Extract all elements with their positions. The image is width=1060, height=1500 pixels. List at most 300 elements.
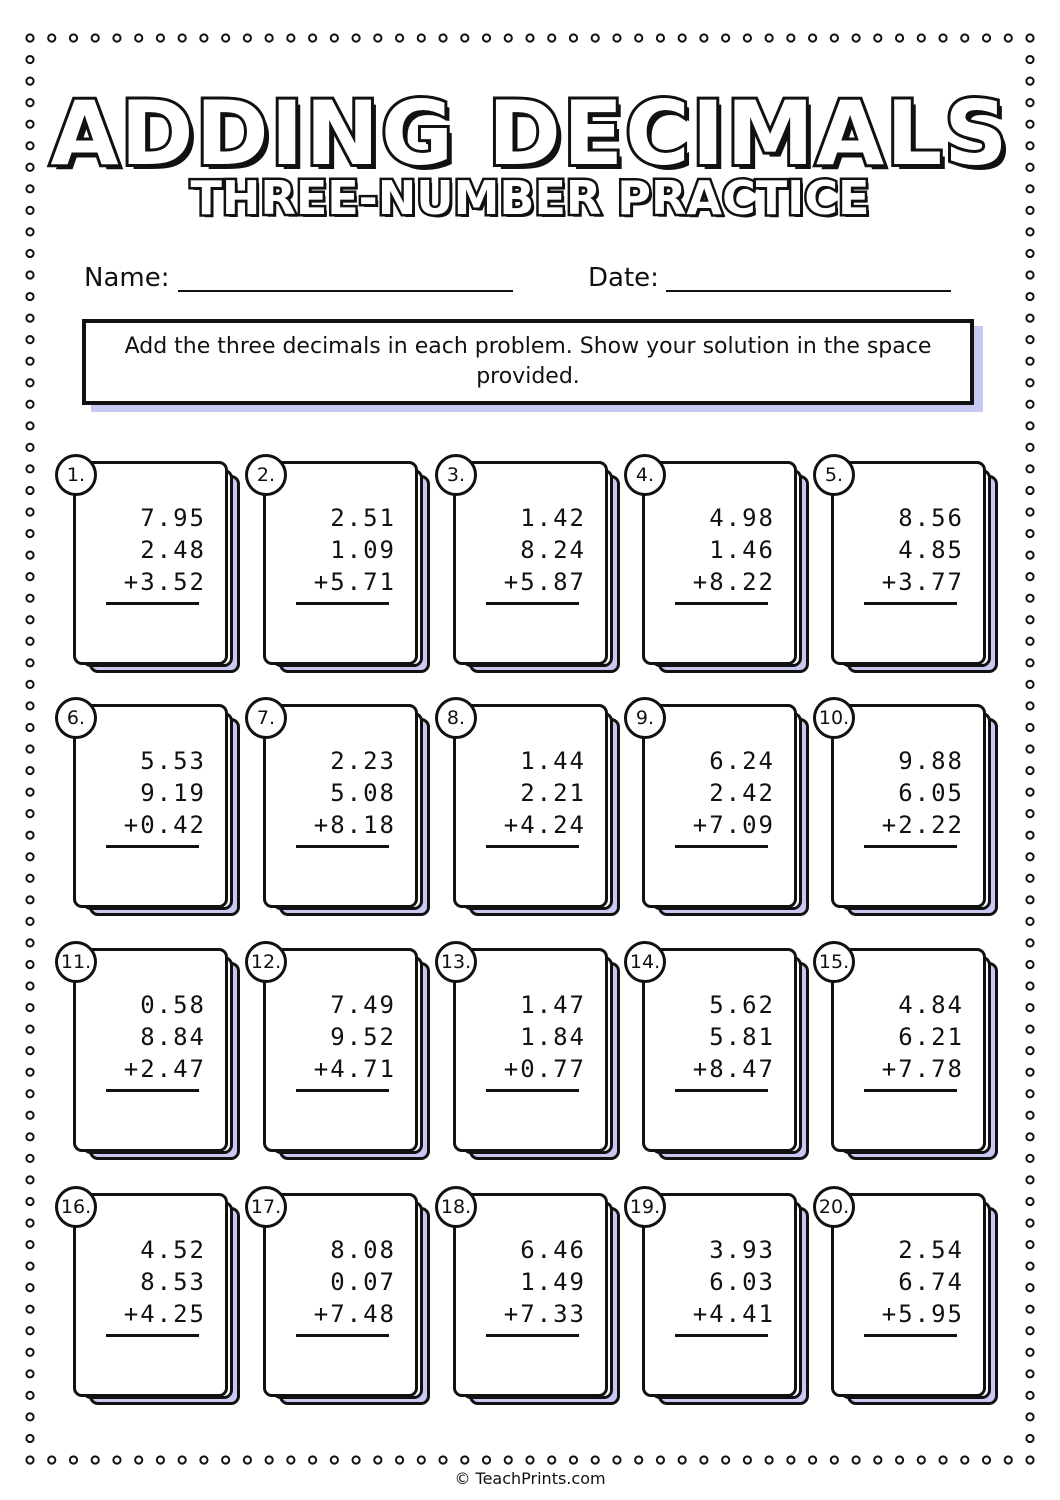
problem-number: 18. bbox=[435, 1186, 477, 1228]
card-face[interactable] bbox=[642, 704, 797, 908]
border-dot bbox=[896, 34, 903, 41]
border-dot bbox=[1026, 1219, 1033, 1226]
border-dot bbox=[26, 810, 33, 817]
border-dot bbox=[1026, 681, 1033, 688]
problem-card bbox=[635, 704, 810, 917]
sum-line bbox=[296, 845, 389, 848]
addend-3: +8.18 bbox=[313, 811, 396, 839]
border-dot bbox=[744, 34, 751, 41]
border-dot bbox=[831, 1456, 838, 1463]
problem-number: 8. bbox=[435, 697, 477, 739]
border-dot bbox=[48, 1456, 55, 1463]
border-dot bbox=[1026, 271, 1033, 278]
border-dot bbox=[26, 1241, 33, 1248]
card-face[interactable] bbox=[73, 704, 228, 908]
border-dot bbox=[26, 1435, 33, 1442]
problem-card bbox=[629, 948, 810, 1161]
border-dot bbox=[570, 1456, 577, 1463]
addend-2: 1.09 bbox=[330, 536, 396, 564]
addend-3: +0.77 bbox=[503, 1055, 586, 1083]
border-dot bbox=[1026, 1327, 1033, 1334]
border-dot bbox=[439, 1456, 446, 1463]
border-dot bbox=[135, 34, 142, 41]
border-dot bbox=[1026, 487, 1033, 494]
border-dot bbox=[418, 1456, 425, 1463]
border-dot bbox=[1026, 595, 1033, 602]
card-face[interactable] bbox=[453, 704, 608, 908]
addends bbox=[474, 989, 586, 1085]
addend-2: 9.52 bbox=[330, 1023, 396, 1051]
addend-1: 2.51 bbox=[330, 504, 396, 532]
card-face[interactable] bbox=[453, 1193, 608, 1397]
addend-3: +8.22 bbox=[692, 568, 775, 596]
border-dot bbox=[1026, 810, 1033, 817]
name-label: Name: bbox=[84, 263, 170, 293]
addends bbox=[94, 745, 206, 841]
border-dot bbox=[1026, 1262, 1033, 1269]
addends bbox=[663, 502, 775, 598]
border-dot bbox=[70, 1456, 77, 1463]
problem-card bbox=[250, 1193, 431, 1406]
border-dot bbox=[26, 1413, 33, 1420]
border-dot bbox=[592, 1456, 599, 1463]
sum-line bbox=[675, 1334, 768, 1337]
border-dot bbox=[461, 1456, 468, 1463]
border-dot bbox=[26, 1284, 33, 1291]
border-dot bbox=[461, 34, 468, 41]
border-dot bbox=[26, 745, 33, 752]
border-dot bbox=[505, 34, 512, 41]
border-dot bbox=[852, 1456, 859, 1463]
border-dot bbox=[983, 1456, 990, 1463]
sum-line bbox=[675, 602, 768, 605]
problem-number: 10. bbox=[813, 697, 855, 739]
addend-2: 1.84 bbox=[520, 1023, 586, 1051]
border-dot bbox=[244, 34, 251, 41]
border-dot bbox=[26, 56, 33, 63]
addend-3: +4.71 bbox=[313, 1055, 396, 1083]
sum-line bbox=[486, 1089, 579, 1092]
border-dot bbox=[26, 616, 33, 623]
addend-3: +7.09 bbox=[692, 811, 775, 839]
border-dot bbox=[396, 34, 403, 41]
border-dot bbox=[1026, 1069, 1033, 1076]
border-dot bbox=[1026, 1047, 1033, 1054]
border-dot bbox=[1026, 34, 1033, 41]
problem-card bbox=[256, 704, 431, 917]
card-face[interactable] bbox=[73, 1193, 228, 1397]
border-dot bbox=[570, 34, 577, 41]
border-dot bbox=[113, 34, 120, 41]
border-dot bbox=[939, 1456, 946, 1463]
border-dot bbox=[266, 34, 273, 41]
border-dot bbox=[1026, 1025, 1033, 1032]
addend-1: 7.95 bbox=[140, 504, 206, 532]
addend-3: +7.78 bbox=[881, 1055, 964, 1083]
border-dot bbox=[26, 724, 33, 731]
sum-line bbox=[296, 1089, 389, 1092]
border-dot bbox=[918, 34, 925, 41]
problem-card bbox=[635, 461, 810, 674]
border-dot bbox=[896, 1456, 903, 1463]
addend-3: +2.47 bbox=[123, 1055, 206, 1083]
border-dot bbox=[331, 1456, 338, 1463]
problem-card bbox=[629, 1193, 810, 1406]
addend-1: 1.42 bbox=[520, 504, 586, 532]
border-dot bbox=[1026, 444, 1033, 451]
border-dot bbox=[26, 271, 33, 278]
addend-3: +5.71 bbox=[313, 568, 396, 596]
border-dot bbox=[26, 1349, 33, 1356]
border-dot bbox=[505, 1456, 512, 1463]
border-dot bbox=[635, 1456, 642, 1463]
border-dot bbox=[26, 939, 33, 946]
border-dot bbox=[26, 1456, 33, 1463]
addend-1: 4.98 bbox=[709, 504, 775, 532]
problem-card bbox=[250, 948, 431, 1161]
border-dot bbox=[287, 34, 294, 41]
problem-number: 16. bbox=[55, 1186, 97, 1228]
addend-1: 1.47 bbox=[520, 991, 586, 1019]
border-dot bbox=[26, 530, 33, 537]
problem-card bbox=[446, 704, 621, 917]
border-dot bbox=[70, 34, 77, 41]
border-dot bbox=[700, 1456, 707, 1463]
border-dot bbox=[679, 1456, 686, 1463]
addends bbox=[852, 745, 964, 841]
sum-line bbox=[106, 845, 199, 848]
border-dot bbox=[787, 1456, 794, 1463]
page-subtitle: THREE-NUMBER PRACTICE bbox=[190, 171, 870, 225]
border-dot bbox=[1026, 250, 1033, 257]
sum-line bbox=[106, 1334, 199, 1337]
addend-2: 1.46 bbox=[709, 536, 775, 564]
border-dot bbox=[548, 34, 555, 41]
problem-card bbox=[66, 461, 241, 674]
addend-3: +7.33 bbox=[503, 1300, 586, 1328]
border-dot bbox=[26, 1112, 33, 1119]
border-dot bbox=[26, 1047, 33, 1054]
border-dot bbox=[1026, 638, 1033, 645]
addend-1: 4.84 bbox=[898, 991, 964, 1019]
addends bbox=[663, 1234, 775, 1330]
addends bbox=[94, 989, 206, 1085]
addend-1: 8.08 bbox=[330, 1236, 396, 1264]
footer-copyright: © TeachPrints.com bbox=[454, 1469, 606, 1488]
border-dot bbox=[722, 1456, 729, 1463]
border-dot bbox=[26, 34, 33, 41]
border-dot bbox=[26, 961, 33, 968]
border-dot bbox=[26, 1004, 33, 1011]
border-dot bbox=[613, 1456, 620, 1463]
border-dot bbox=[26, 788, 33, 795]
card-face[interactable] bbox=[642, 461, 797, 665]
problem-number: 15. bbox=[813, 941, 855, 983]
border-dot bbox=[26, 1155, 33, 1162]
border-dot bbox=[418, 34, 425, 41]
border-dot bbox=[135, 1456, 142, 1463]
sum-line bbox=[864, 602, 957, 605]
border-dot bbox=[92, 34, 99, 41]
border-dot bbox=[1026, 573, 1033, 580]
sum-line bbox=[106, 1089, 199, 1092]
border-dot bbox=[266, 1456, 273, 1463]
border-dot bbox=[1026, 1370, 1033, 1377]
border-dot bbox=[809, 34, 816, 41]
addend-3: +7.48 bbox=[313, 1300, 396, 1328]
addend-2: 6.74 bbox=[898, 1268, 964, 1296]
card-face[interactable] bbox=[642, 1193, 797, 1397]
border-dot bbox=[200, 34, 207, 41]
card-face[interactable] bbox=[831, 461, 986, 665]
border-dot bbox=[26, 551, 33, 558]
addend-2: 8.84 bbox=[140, 1023, 206, 1051]
addend-1: 1.44 bbox=[520, 747, 586, 775]
border-dot bbox=[483, 1456, 490, 1463]
border-dot bbox=[26, 508, 33, 515]
card-face[interactable] bbox=[73, 461, 228, 665]
border-dot bbox=[244, 1456, 251, 1463]
border-dot bbox=[26, 487, 33, 494]
border-dot bbox=[26, 379, 33, 386]
card-face[interactable] bbox=[642, 948, 797, 1152]
border-dot bbox=[352, 34, 359, 41]
border-dot bbox=[26, 358, 33, 365]
addend-2: 9.19 bbox=[140, 779, 206, 807]
border-dot bbox=[331, 34, 338, 41]
name-field[interactable] bbox=[178, 290, 513, 292]
border-dot bbox=[157, 34, 164, 41]
border-dot bbox=[1026, 1306, 1033, 1313]
sum-line bbox=[486, 845, 579, 848]
addend-3: +5.87 bbox=[503, 568, 586, 596]
border-dot bbox=[700, 34, 707, 41]
border-dot bbox=[1026, 875, 1033, 882]
border-dot bbox=[1005, 1456, 1012, 1463]
problem-number: 11. bbox=[55, 941, 97, 983]
addend-2: 2.21 bbox=[520, 779, 586, 807]
addend-1: 7.49 bbox=[330, 991, 396, 1019]
card-face[interactable] bbox=[831, 1193, 986, 1397]
problem-number: 2. bbox=[245, 454, 287, 496]
addends bbox=[852, 502, 964, 598]
addend-1: 2.54 bbox=[898, 1236, 964, 1264]
border-dot bbox=[1005, 34, 1012, 41]
addend-2: 5.81 bbox=[709, 1023, 775, 1051]
border-dot bbox=[1026, 1198, 1033, 1205]
border-dot bbox=[766, 1456, 773, 1463]
border-dot bbox=[483, 34, 490, 41]
border-dot bbox=[26, 444, 33, 451]
addend-3: +3.52 bbox=[123, 568, 206, 596]
border-dot bbox=[809, 1456, 816, 1463]
border-dot bbox=[26, 767, 33, 774]
border-dot bbox=[961, 1456, 968, 1463]
border-dot bbox=[1026, 1456, 1033, 1463]
addend-2: 4.85 bbox=[898, 536, 964, 564]
border-dot bbox=[26, 918, 33, 925]
border-dot bbox=[439, 34, 446, 41]
border-dot bbox=[26, 702, 33, 709]
card-face[interactable] bbox=[831, 948, 986, 1152]
addend-2: 0.07 bbox=[330, 1268, 396, 1296]
border-dot bbox=[1026, 228, 1033, 235]
border-dot bbox=[374, 34, 381, 41]
sum-line bbox=[864, 1334, 957, 1337]
border-dot bbox=[983, 34, 990, 41]
border-dot bbox=[1026, 659, 1033, 666]
border-dot bbox=[1026, 422, 1033, 429]
border-dot bbox=[1026, 508, 1033, 515]
addends bbox=[663, 745, 775, 841]
addend-3: +2.22 bbox=[881, 811, 964, 839]
addend-3: +4.24 bbox=[503, 811, 586, 839]
addends bbox=[474, 502, 586, 598]
problem-number: 19. bbox=[624, 1186, 666, 1228]
border-dot bbox=[1026, 702, 1033, 709]
border-dot bbox=[831, 34, 838, 41]
border-dot bbox=[918, 1456, 925, 1463]
border-dot bbox=[1026, 530, 1033, 537]
border-dot bbox=[26, 573, 33, 580]
addends bbox=[94, 502, 206, 598]
border-dot bbox=[1026, 465, 1033, 472]
border-dot bbox=[722, 34, 729, 41]
border-dot bbox=[939, 34, 946, 41]
border-dot bbox=[26, 853, 33, 860]
border-dot bbox=[309, 34, 316, 41]
border-dot bbox=[26, 1392, 33, 1399]
problem-card bbox=[818, 948, 999, 1161]
card-face[interactable] bbox=[73, 948, 228, 1152]
problem-number: 14. bbox=[624, 941, 666, 983]
problem-number: 4. bbox=[624, 454, 666, 496]
addends bbox=[852, 1234, 964, 1330]
border-dot bbox=[1026, 896, 1033, 903]
date-field[interactable] bbox=[666, 290, 951, 292]
border-dot bbox=[26, 1219, 33, 1226]
border-dot bbox=[1026, 918, 1033, 925]
problem-card bbox=[446, 461, 621, 674]
problem-card bbox=[824, 461, 999, 674]
border-dot bbox=[287, 1456, 294, 1463]
border-dot bbox=[852, 34, 859, 41]
border-dot bbox=[26, 314, 33, 321]
border-dot bbox=[26, 228, 33, 235]
border-dot bbox=[26, 659, 33, 666]
problem-card bbox=[440, 948, 621, 1161]
problem-number: 20. bbox=[813, 1186, 855, 1228]
border-dot bbox=[657, 1456, 664, 1463]
problem-card bbox=[818, 1193, 999, 1406]
card-face[interactable] bbox=[263, 704, 418, 908]
border-dot bbox=[26, 422, 33, 429]
addend-1: 2.23 bbox=[330, 747, 396, 775]
border-dot bbox=[222, 34, 229, 41]
border-dot bbox=[961, 34, 968, 41]
addends bbox=[284, 745, 396, 841]
border-dot bbox=[26, 638, 33, 645]
addends bbox=[474, 1234, 586, 1330]
addend-2: 8.53 bbox=[140, 1268, 206, 1296]
problem-number: 9. bbox=[624, 697, 666, 739]
border-dot bbox=[26, 1306, 33, 1313]
sum-line bbox=[296, 602, 389, 605]
addend-2: 5.08 bbox=[330, 779, 396, 807]
border-dot bbox=[1026, 853, 1033, 860]
problem-number: 7. bbox=[245, 697, 287, 739]
addend-1: 3.93 bbox=[709, 1236, 775, 1264]
border-dot bbox=[26, 293, 33, 300]
border-dot bbox=[374, 1456, 381, 1463]
border-dot bbox=[744, 1456, 751, 1463]
border-dot bbox=[26, 896, 33, 903]
border-dot bbox=[766, 34, 773, 41]
page-title: ADDING DECIMALS bbox=[50, 82, 1010, 185]
addends bbox=[474, 745, 586, 841]
border-dot bbox=[26, 1025, 33, 1032]
border-dot bbox=[1026, 724, 1033, 731]
problem-card bbox=[440, 1193, 621, 1406]
sum-line bbox=[296, 1334, 389, 1337]
border-dot bbox=[26, 1327, 33, 1334]
border-dot bbox=[1026, 336, 1033, 343]
sum-line bbox=[486, 1334, 579, 1337]
border-dot bbox=[1026, 788, 1033, 795]
addend-3: +8.47 bbox=[692, 1055, 775, 1083]
problem-number: 3. bbox=[435, 454, 477, 496]
card-face[interactable] bbox=[831, 704, 986, 908]
border-dot bbox=[26, 1198, 33, 1205]
addend-3: +3.77 bbox=[881, 568, 964, 596]
card-face[interactable] bbox=[453, 948, 608, 1152]
card-face[interactable] bbox=[453, 461, 608, 665]
sum-line bbox=[864, 845, 957, 848]
border-dot bbox=[635, 34, 642, 41]
addends bbox=[284, 1234, 396, 1330]
border-dot bbox=[396, 1456, 403, 1463]
border-dot bbox=[1026, 1112, 1033, 1119]
addend-1: 9.88 bbox=[898, 747, 964, 775]
border-dot bbox=[592, 34, 599, 41]
border-dot bbox=[352, 1456, 359, 1463]
problem-card bbox=[60, 1193, 241, 1406]
border-dot bbox=[679, 34, 686, 41]
addend-2: 2.42 bbox=[709, 779, 775, 807]
border-dot bbox=[1026, 1241, 1033, 1248]
border-dot bbox=[1026, 314, 1033, 321]
border-dot bbox=[1026, 939, 1033, 946]
border-dot bbox=[26, 336, 33, 343]
border-dot bbox=[1026, 401, 1033, 408]
border-dot bbox=[26, 465, 33, 472]
border-dot bbox=[613, 34, 620, 41]
addend-2: 6.03 bbox=[709, 1268, 775, 1296]
border-dot bbox=[179, 1456, 186, 1463]
card-face[interactable] bbox=[263, 1193, 418, 1397]
border-dot bbox=[1026, 745, 1033, 752]
border-dot bbox=[222, 1456, 229, 1463]
border-dot bbox=[26, 832, 33, 839]
border-dot bbox=[1026, 1176, 1033, 1183]
card-face[interactable] bbox=[263, 948, 418, 1152]
problem-number: 17. bbox=[245, 1186, 287, 1228]
problem-number: 12. bbox=[245, 941, 287, 983]
addend-2: 2.48 bbox=[140, 536, 206, 564]
instructions-box bbox=[82, 319, 974, 405]
addend-1: 6.24 bbox=[709, 747, 775, 775]
card-face[interactable] bbox=[263, 461, 418, 665]
